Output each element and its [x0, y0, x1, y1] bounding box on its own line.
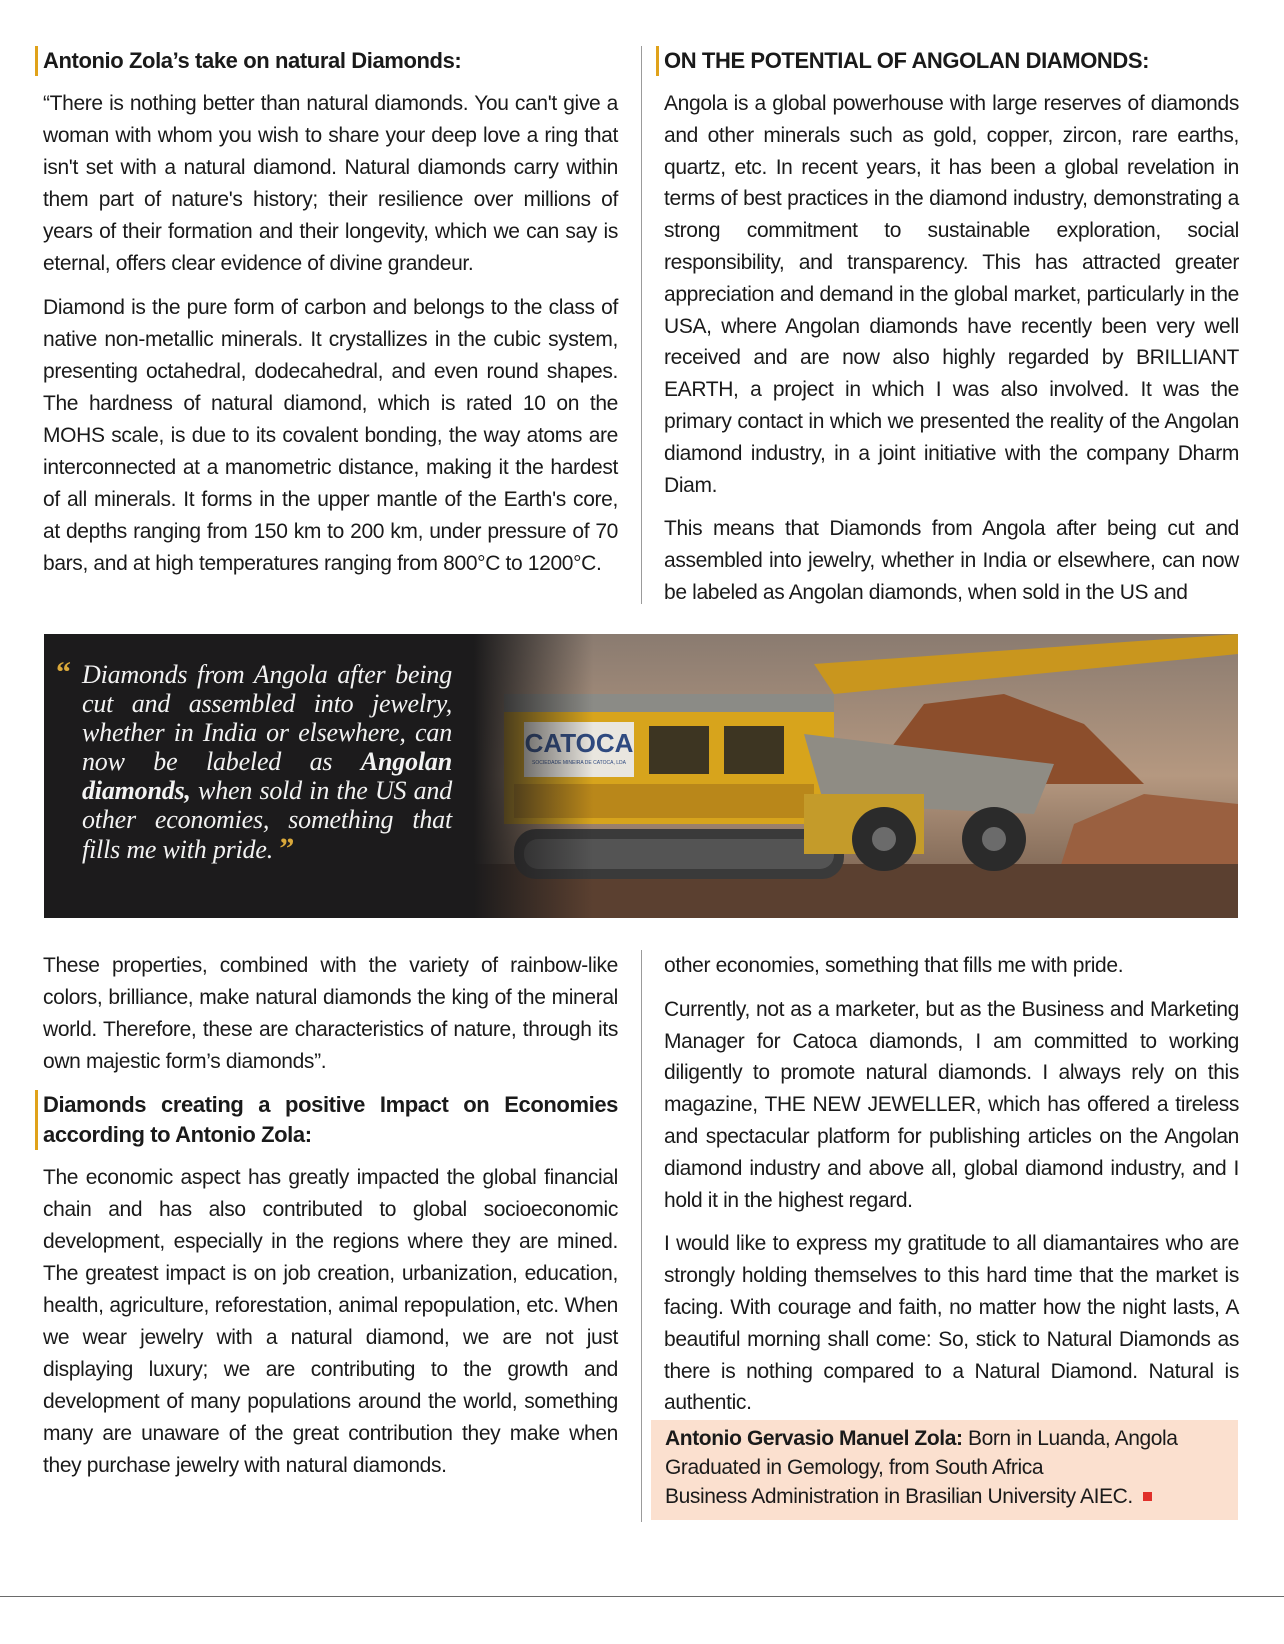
- left-column-top: [43, 46, 618, 592]
- left-column-bottom: [43, 950, 618, 1494]
- paragraph-angola-powerhouse: Angola is a global powerhouse with large reserves of diamonds and other minerals such as gold, copper, zircon, rare earths, quartz, etc. In recent years, it has been a global revelation in terms of best practices in the diamond industry, demonstrating a strong commitment to sustainable exploration, social responsibility, and transparency. This has attracted greater appreciation and demand in the global market, particularly in the USA, where Angolan diamonds have recently been very well received and are now also highly regarded by BRILLIANT EARTH, a project in which I was also involved. It was the primary contact in which we presented the reality of the Angolan diamond industry, in a joint initiative with the company Dharm Diam.: [664, 92, 1239, 497]
- quote-text-start: Diamonds from Angola after being cut and assembled into jewelry, whether in India or elsewhere, can now be labeled as: [82, 660, 452, 776]
- paragraph-angolan-label: This means that Diamonds from Angola after being cut and assembled into jewelry, whether in India or elsewhere, can now be labeled as Angolan diamonds, when sold in the US and: [664, 517, 1239, 604]
- bio-business-text: Business Administration in Brasilian University AIEC.: [665, 1485, 1133, 1508]
- column-divider-top: [641, 46, 642, 604]
- paragraph-economic-aspect: The economic aspect has greatly impacted the global financial chain and has also contributed to global socioeconomic development, especially in the regions where they are mined. The greatest impact is on job creation, urbanization, education, health, agriculture, reforestation, animal repopulation, etc. When we wear jewelry with a natural diamond, we are not just displaying luxury; we are contributing to the growth and development of many populations around the world, something many are unaware of the great contribution they make when they purchase jewelry with natural diamonds.: [43, 1166, 618, 1477]
- section-heading-angolan-potential: ON THE POTENTIAL OF ANGOLAN DIAMONDS:: [656, 46, 1239, 76]
- page-bottom-rule: [0, 1596, 1284, 1597]
- paragraph-gratitude: I would like to express my gratitude to all diamantaires who are strongly holding themselves to this hard time that the market is facing. With courage and faith, no matter how the night lasts, A beautiful morning shall come: So, stick to Natural Diamonds as there is nothing compared to a Natural Diamond. Natural is authentic.: [664, 1232, 1239, 1415]
- quote-close-mark: ”: [279, 832, 295, 865]
- paragraph-continuation-pride: other economies, something that fills me with pride.: [664, 954, 1124, 977]
- quote-text-end: when sold in the US and other economies, something that fills me with pride.: [82, 776, 452, 864]
- column-divider-bottom: [641, 950, 642, 1522]
- end-of-article-marker-icon: [1143, 1492, 1152, 1501]
- bio-line-birth: [665, 1424, 1178, 1453]
- bio-author-name: Antonio Gervasio Manuel Zola:: [665, 1427, 963, 1450]
- quote-text-bold: Angolan diamonds,: [82, 747, 452, 805]
- right-column-top: [664, 46, 1239, 621]
- section-heading-zola-take: Antonio Zola’s take on natural Diamonds:: [35, 46, 618, 76]
- pull-quote: [56, 656, 452, 865]
- pull-quote-banner: [44, 634, 1238, 918]
- section-heading-economic-impact: Diamonds creating a positive Impact on Economies according to Antonio Zola:: [35, 1090, 618, 1150]
- bio-line-business: [665, 1482, 1152, 1511]
- paragraph-catoca-manager: Currently, not as a marketer, but as the Business and Marketing Manager for Catoca diamonds, I am committed to working diligently to promote natural diamonds. I always rely on this magazine, THE NEW JEWELLER, which has offered a tireless and spectacular platform for publishing articles on the Angolan diamond industry and above all, global diamond industry, and I hold it in the highest regard.: [664, 997, 1239, 1212]
- paragraph-diamond-properties: Diamond is the pure form of carbon and belongs to the class of native non-metallic minerals. It crystallizes in the cubic system, presenting octahedral, dodecahedral, and even round shapes. The hardness of natural diamond, which is rated 10 on the MOHS scale, is due to its covalent bonding, the way atoms are interconnected at a manometric distance, making it the hardest of all minerals. It forms in the upper mantle of the Earth's core, at depths ranging from 150 km to 200 km, under pressure of 70 bars, and at high temperatures ranging from 800°C to 1200°C.: [43, 296, 618, 575]
- bio-birthplace: Born in Luanda, Angola: [962, 1427, 1178, 1450]
- paragraph-king-of-minerals: These properties, combined with the variety of rainbow-like colors, brilliance, make natural diamonds the king of the mineral world. Therefore, these are characteristics of nature, through its own majestic form’s diamonds”.: [43, 954, 618, 1073]
- author-bio-box: [651, 1420, 1238, 1520]
- bio-line-gemology: Graduated in Gemology, from South Africa: [665, 1456, 1044, 1479]
- paragraph-natural-diamonds-quote: “There is nothing better than natural diamonds. You can't give a woman with whom you wish to share your deep love a ring that isn't set with a natural diamond. Natural diamonds carry within them part of nature's history; their resilience over millions of years of their formation and their longevity, which we can say is eternal, offers clear evidence of divine grandeur.: [43, 92, 618, 275]
- quote-open-mark: “: [56, 656, 71, 689]
- right-column-bottom: [664, 950, 1239, 1431]
